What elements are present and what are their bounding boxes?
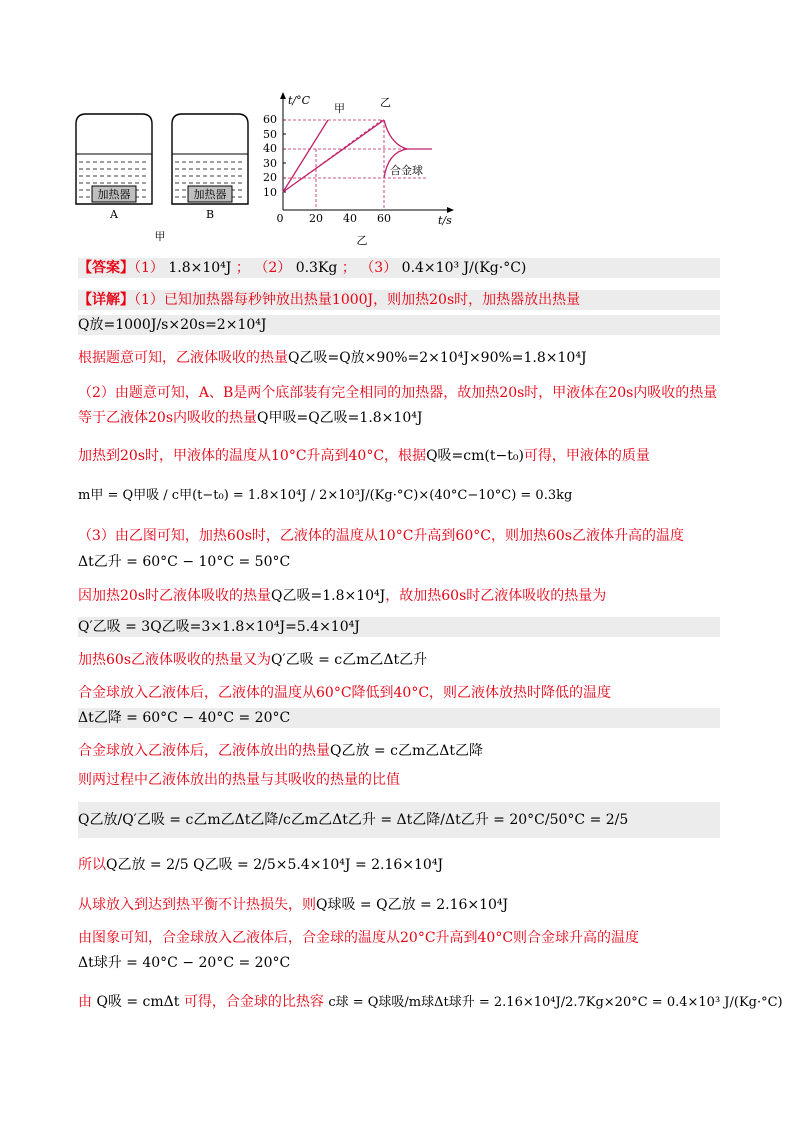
detail-line-20: 由图象可知，合金球放入乙液体后，合金球的温度从20°C升高到40°C则合金球升高的温度 <box>78 930 640 946</box>
y-tick-50: 50 <box>263 128 277 141</box>
detail-line-19 <box>78 895 508 915</box>
answer-p2: （2） <box>254 260 292 276</box>
detail-text-15b: Q乙放 = c乙m乙Δt乙降 <box>330 743 483 759</box>
detail-line-4: （2）由题意可知，A、B是两个底部装有完全相同的加热器，故加热20s时，甲液体在20s内吸收的热量 <box>78 385 718 401</box>
detail-text-10c: ，故加热60s时乙液体吸收的热量为 <box>385 588 607 604</box>
detail-text-10b: Q乙吸=1.8×10⁴J <box>271 588 386 604</box>
y-tick-30: 30 <box>263 157 277 170</box>
graph <box>263 92 454 227</box>
detail-line-21: Δt球升 = 40°C − 20°C = 20°C <box>78 955 291 971</box>
detail-text-12b: Q′乙吸 = c乙m乙Δt乙升 <box>271 652 428 668</box>
x-tick-20: 20 <box>309 212 323 225</box>
answer-sep2: ； <box>341 260 356 276</box>
y-tick-40: 40 <box>263 142 277 155</box>
detail-tag: 【详解】 <box>78 292 134 308</box>
graph-y-label: t/°C <box>288 94 311 107</box>
detail-text-15a: 合金球放入乙液体后，乙液体放出的热量 <box>78 743 330 759</box>
detail-text-12a: 加热60s乙液体吸收的热量又为 <box>78 652 271 668</box>
x-tick-60: 60 <box>377 212 391 225</box>
detail-text-5b: Q甲吸=Q乙吸=1.8×10⁴J <box>257 410 423 426</box>
answer-v1: 1.8×10⁴J <box>168 260 232 276</box>
container-a-label: A <box>110 208 118 221</box>
detail-line-3 <box>78 348 587 368</box>
curve-jia-label: 甲 <box>334 102 345 115</box>
detail-text-6a: 加热到20s时，甲液体的温度从10°C升高到40°C，根据 <box>78 448 427 464</box>
curve-ball-label: 合金球 <box>390 164 423 177</box>
curve-jia <box>283 120 328 192</box>
detail-line-15 <box>78 741 483 761</box>
container-a <box>76 114 152 221</box>
answer-p3: （3） <box>360 260 398 276</box>
detail-line-22 <box>78 992 783 1013</box>
heater-label-b: 加热器 <box>193 188 227 201</box>
detail-text-3a: 根据题意可知，乙液体吸收的热量 <box>78 350 288 366</box>
answer-tag: 【答案】 <box>78 260 134 276</box>
x-tick-0: 0 <box>276 212 284 225</box>
detail-line-1 <box>78 290 720 310</box>
answer-sep1: ； <box>235 260 250 276</box>
detail-line-18 <box>78 855 443 875</box>
answer-v2: 0.3Kg <box>295 260 338 276</box>
detail-text-10a: 因加热20s时乙液体吸收的热量 <box>78 588 271 604</box>
left-caption: 甲 <box>154 230 166 243</box>
detail-line-6 <box>78 446 650 466</box>
detail-line-17: Q乙放/Q′乙吸 = c乙m乙Δt乙降/c乙m乙Δt乙升 = Δt乙降/Δt乙升 = 20°C/50°C = 2/5 <box>78 802 720 838</box>
answer-p1: （1） <box>134 260 164 276</box>
detail-line-2: Q放=1000J/s×20s=2×10⁴J <box>78 315 720 335</box>
y-tick-60: 60 <box>263 113 277 126</box>
heater-label-a: 加热器 <box>97 188 131 201</box>
figure <box>62 92 462 252</box>
curve-yi <box>283 120 384 192</box>
detail-text-19b: Q球吸 = Q乙放 = 2.16×10⁴J <box>316 897 509 913</box>
detail-text-6b: Q吸=cm(t−t₀) <box>426 448 524 464</box>
container-b <box>172 114 248 221</box>
y-tick-10: 10 <box>263 186 277 199</box>
detail-line-9: Δt乙升 = 60°C − 10°C = 50°C <box>78 554 291 570</box>
detail-text-22a: 由 <box>78 994 92 1010</box>
x-tick-40: 40 <box>343 212 357 225</box>
detail-text-18b: Q乙放 = 2/5 Q乙吸 = 2/5×5.4×10⁴J = 2.16×10⁴J <box>106 857 444 873</box>
detail-text-19a: 从球放入到达到热平衡不计热损失，则 <box>78 897 316 913</box>
detail-line-14: Δt乙降 = 60°C − 40°C = 20°C <box>78 708 720 728</box>
detail-line-13: 合金球放入乙液体后，乙液体的温度从60°C降低到40°C，则乙液体放热时降低的温度 <box>78 685 612 701</box>
detail-line-10 <box>78 586 606 606</box>
detail-line-7: m甲 = Q甲吸 / c甲(t−t₀) = 1.8×10⁴J / 2×10³J/(Kg·°C)×(40°C−10°C) = 0.3kg <box>78 488 573 503</box>
detail-line-16: 则两过程中乙液体放出的热量与其吸收的热量的比值 <box>78 772 400 788</box>
answer-row <box>78 258 720 278</box>
detail-text-22c: 可得，合金球的比热容 <box>183 994 324 1010</box>
curve-yi-label: 乙 <box>380 96 391 109</box>
detail-line-11: Q′乙吸 = 3Q乙吸=3×1.8×10⁴J=5.4×10⁴J <box>78 617 720 637</box>
detail-text-1: （1）已知加热器每秒钟放出热量1000J，则加热20s时，加热器放出热量 <box>134 292 581 308</box>
detail-text-18a: 所以 <box>78 857 106 873</box>
container-b-label: B <box>205 208 215 221</box>
answer-v3: 0.4×10³ J/(Kg·°C) <box>401 260 527 276</box>
right-caption: 乙 <box>356 234 368 247</box>
detail-line-8: （3）由乙图可知，加热60s时，乙液体的温度从10°C升高到60°C，则加热60s乙液体升高的温度 <box>78 528 684 544</box>
detail-line-12 <box>78 650 427 670</box>
detail-line-5 <box>78 408 422 428</box>
detail-text-22b: Q吸 = cmΔt <box>96 994 180 1010</box>
detail-text-6c: 可得，甲液体的质量 <box>523 448 650 464</box>
graph-x-label: t/s <box>438 214 452 227</box>
detail-text-3b: Q乙吸=Q放×90%=2×10⁴J×90%=1.8×10⁴J <box>288 350 587 366</box>
detail-text-5a: 等于乙液体20s内吸收的热量 <box>78 410 257 426</box>
y-tick-20: 20 <box>263 171 277 184</box>
detail-text-22d: c球 = Q球吸/m球Δt球升 = 2.16×10⁴J/2.7Kg×20°C = 0.4×10³ J/(Kg·°C) <box>328 995 783 1010</box>
curve-yi-cool <box>384 120 432 149</box>
